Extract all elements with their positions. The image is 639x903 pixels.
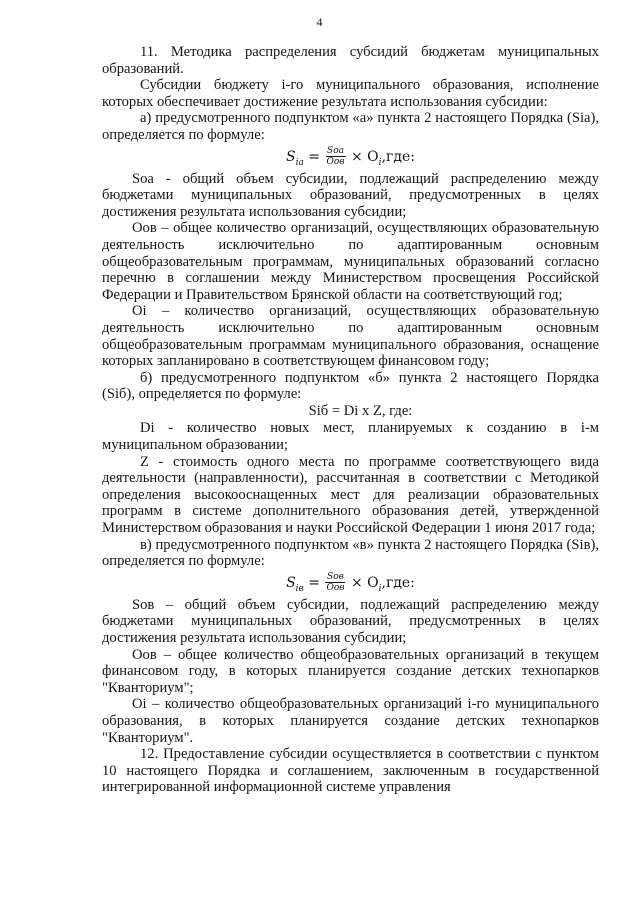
section-12-text: 12. Предоставление субсидии осуществляется в соответствии с пунктом 10 настоящего Порядка и соглашением, заключенным в государственной интегрированной информационной системе управления <box>102 746 599 796</box>
definition-di: Di - количество новых мест, планируемых к созданию в i-м муниципальном образовании; <box>102 420 599 454</box>
formula-b: Siб = Di x Z, где: <box>308 402 413 419</box>
definition-soa: Sоа - общий объем субсидии, подлежащий распределению между бюджетами муниципальных образований, предусмотренных в целях достижения результата использования субсидии; <box>102 170 599 220</box>
formula-v-fraction: $\frac{\text{Sов}}{\text{Оов}}$ <box>326 572 345 594</box>
definition-sov: Sов – общий объем субсидии, подлежащий распределению между бюджетами муниципальных образований, предусмотренных в целях достижения результата использования субсидии; <box>102 596 599 646</box>
item-b-text: б) предусмотренного подпунктом «б» пункта 2 настоящего Порядка (Siб), определяется по формуле: <box>102 369 599 403</box>
item-a-text: а) предусмотренного подпунктом «а» пункта 2 настоящего Порядка (Sia), определяется по формуле: <box>102 110 599 143</box>
definition-oov-v: Оов – общее количество общеобразовательных организаций в текущем финансовом году, в которых планируется создание детских технопарков "Кванториум"; <box>102 646 599 696</box>
section-11-heading: 11. Методика распределения субсидий бюджетам муниципальных образований. <box>102 44 599 77</box>
section-11-intro: Субсидии бюджету i-го муниципального образования, исполнение которых обеспечивает достижение результата использования субсидии: <box>102 77 599 110</box>
page-number: 4 <box>316 15 323 29</box>
definition-z: Z - стоимость одного места по программе соответствующего вида деятельности (направленности), рассчитанная в соответствии с Методикой определения высокооснащенных мест для реализации образовательных программ в системе дополнительного образования детей, утвержденной Министерством образования и науки Российской Федерации 1 июня 2017 года; <box>102 453 599 537</box>
item-v-text: в) предусмотренного подпунктом «в» пункта 2 настоящего Порядка (Siв), определяется по формуле: <box>102 536 599 570</box>
formula-a: $S_{ia}$ = $\frac{\text{Sоа}}{\text{Оов}}$ × $O_i,где$: <box>286 146 415 168</box>
document-body <box>102 44 599 796</box>
definition-oov-a: Оов – общее количество организаций, осуществляющих образовательную деятельность исключительно по адаптированным основным общеобразовательным программам, муниципальных образований согласно перечню в соглашении между Министерством просвещения Российской Федерации и Правительством Брянской области на соответствующий год; <box>102 220 599 303</box>
formula-v: $S_{iв}$ = $\frac{\text{Sов}}{\text{Оов}}$ × $O_i,где$: <box>286 572 415 594</box>
definition-oi-a: Oi – количество организаций, осуществляющих образовательную деятельность исключительно по адаптированным основным общеобразовательным программам муниципального образования, оснащение которых запланировано в соответствующем финансовом году; <box>102 303 599 370</box>
definition-oi-v: Oi – количество общеобразовательных организаций i-го муниципального образования, в которых планируется создание детских технопарков "Кванториум". <box>102 696 599 746</box>
formula-a-fraction: $\frac{\text{Sоа}}{\text{Оов}}$ <box>326 146 345 168</box>
